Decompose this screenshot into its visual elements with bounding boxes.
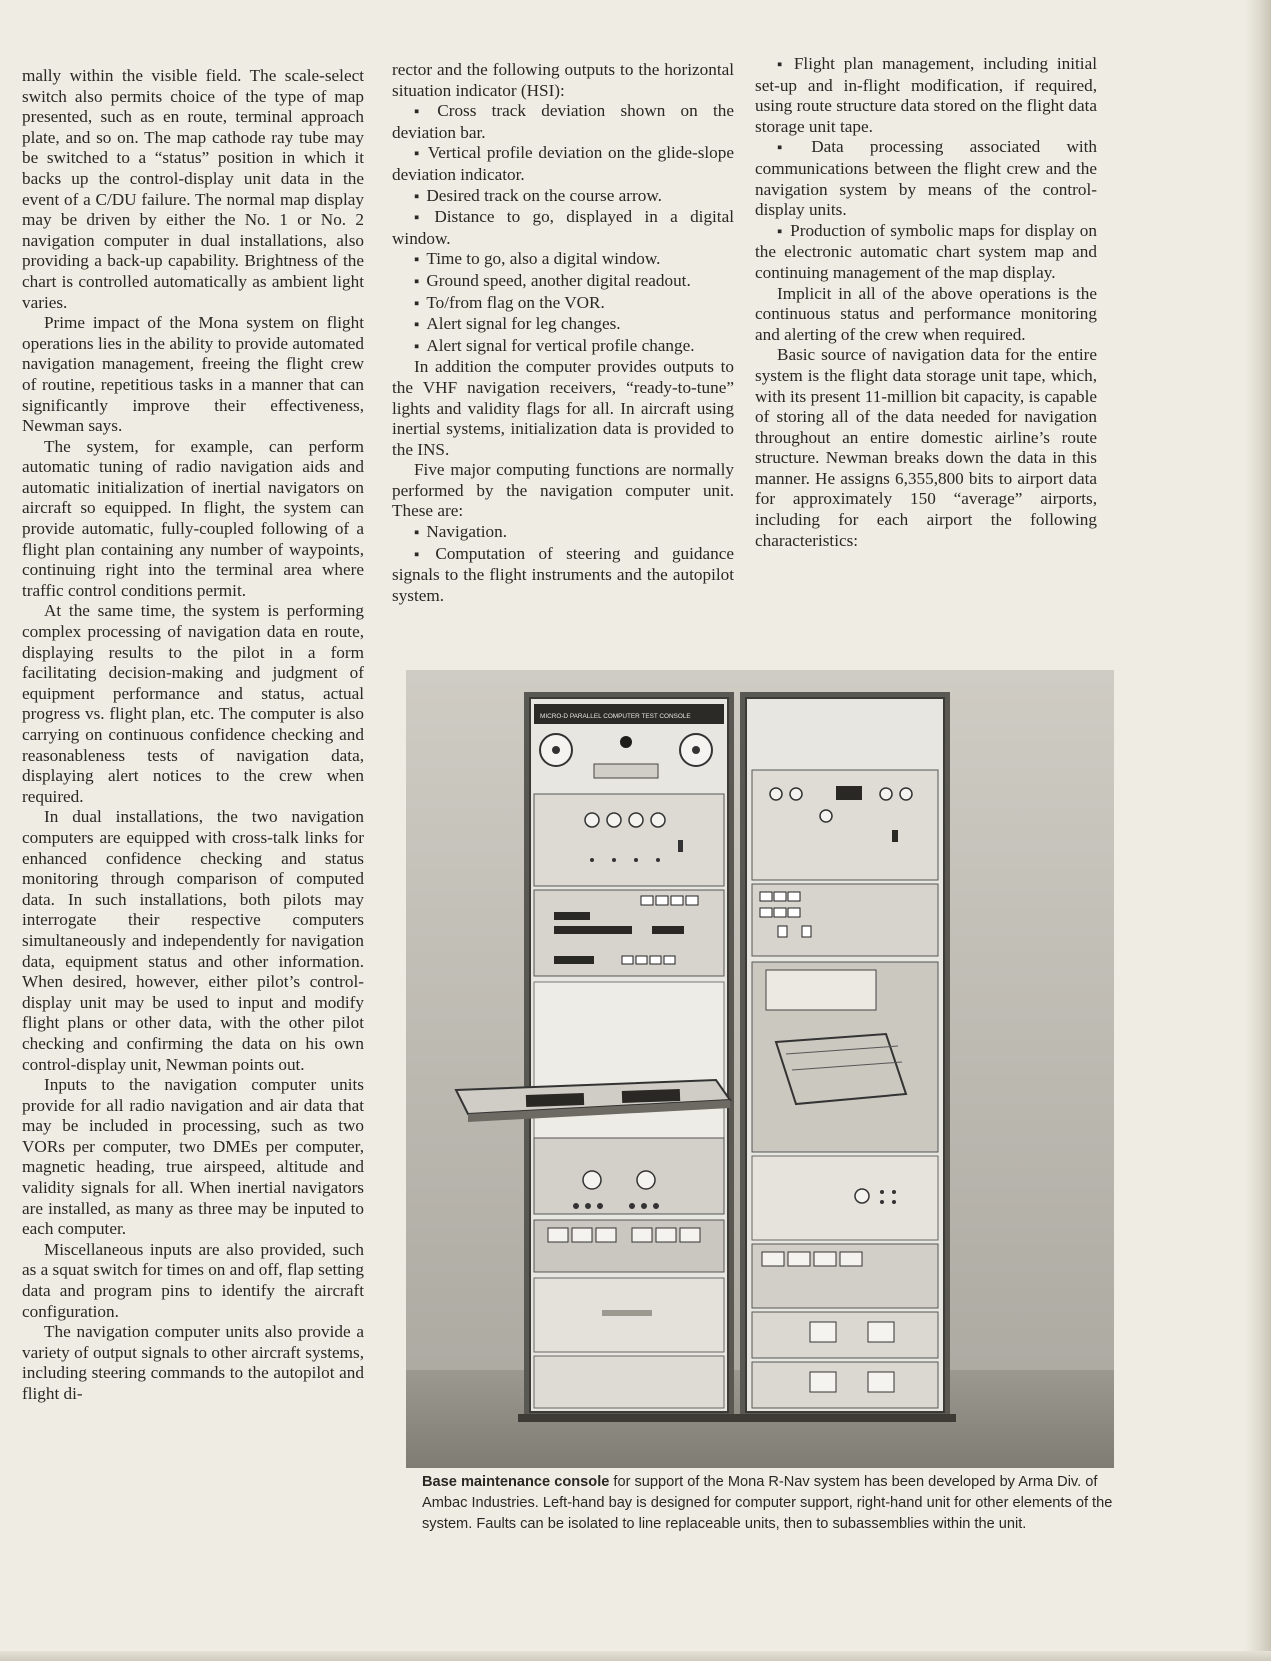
- text-column-2: [392, 60, 734, 606]
- paragraph: Inputs to the navigation computer units provide for all radio navigation and air data that may be included in processing, such as two VORs per computer, two DMEs per computer, magnetic heading, true airspeed, altitude and validity signals for all. When inertial navigators are installed, as many as three may be inputed to each computer.: [22, 1075, 364, 1239]
- bullet-item: ▪ Production of symbolic maps for display on the electronic automatic chart system map and continuing management of the map display.: [755, 221, 1097, 284]
- paragraph: Basic source of navigation data for the entire system is the flight data storage unit tape, which, with its present 11-million bit capacity, is capable of storing all of the data needed for navigation throughout an entire domestic airline’s route structure. Newman breaks down the data in this manner. He assigns 6,355,800 bits to airport data for approximately 150 “average” airports, including for each airport the following characteristics:: [755, 345, 1097, 550]
- bullet-item: ▪ Data processing associated with communications between the flight crew and the navigation system by means of the control-display units.: [755, 137, 1097, 220]
- bullet-item: ▪ Cross track deviation shown on the deviation bar.: [392, 101, 734, 143]
- caption-lead: Base maintenance console: [422, 1474, 610, 1490]
- paragraph: Implicit in all of the above operations is the continuous status and performance monitoring and alerting of the crew when required.: [755, 283, 1097, 344]
- paragraph: The system, for example, can perform automatic tuning of radio navigation aids and automatic initialization of inertial navigators on aircraft so equipped. In flight, the system can provide automatic, fully-coupled following of a flight plan containing any number of waypoints, continuing right into the terminal area where traffic control conditions permit.: [22, 436, 364, 600]
- bullet-item: ▪ Computation of steering and guidance signals to the flight instruments and the autopilot system.: [392, 544, 734, 607]
- bullet-item: ▪ Distance to go, displayed in a digital window.: [392, 207, 734, 249]
- paragraph: mally within the visible field. The scale-select switch also permits choice of the type of map presented, such as en route, terminal approach plate, and so on. The map cathode ray tube may be switched to a “status” position in which it backs up the control-display unit data in the event of a C/DU failure. The normal map display may be driven by either the No. 1 or No. 2 navigation computer in dual installations, also providing a back-up capability. Brightness of the chart is controlled automatically as ambient light varies.: [22, 66, 364, 312]
- bullet-item: ▪ Navigation.: [392, 522, 734, 544]
- paragraph: At the same time, the system is performing complex processing of navigation data en route, displaying results to the pilot in a form facilitating decision-making and judgment of equipment performance and status, actual progress vs. flight plan, etc. The computer is also carrying on continuous confidence checking and reasonableness tests of navigation data, displaying alert notices to the crew when required.: [22, 601, 364, 806]
- bullet-item: ▪ Flight plan management, including initial set-up and in-flight modification, if required, using route structure data stored on the flight data storage unit tape.: [755, 54, 1097, 137]
- bullet-item: ▪ Alert signal for vertical profile change.: [392, 336, 734, 358]
- text-column-3: [755, 54, 1097, 551]
- maintenance-console-photo: [406, 670, 1114, 1468]
- paragraph: rector and the following outputs to the horizontal situation indicator (HSI):: [392, 60, 734, 100]
- paragraph: Five major computing functions are normally performed by the navigation computer unit. These are:: [392, 460, 734, 521]
- bullet-item: ▪ Desired track on the course arrow.: [392, 186, 734, 208]
- bullet-item: ▪ Ground speed, another digital readout.: [392, 271, 734, 293]
- caption-text: for support of the Mona R-Nav system has been developed by Arma Div. of Ambac Industries. Left-hand bay is designed for computer support, right-hand unit for other elements of the system. Faults can be isolated to line replaceable units, then to subassemblies within the unit.: [422, 1474, 1113, 1532]
- page-bottom-edge: [0, 1651, 1271, 1661]
- bullet-item: ▪ Alert signal for leg changes.: [392, 314, 734, 336]
- bullet-item: ▪ To/from flag on the VOR.: [392, 293, 734, 315]
- console-label: MICRO-D PARALLEL COMPUTER TEST CONSOLE: [540, 713, 691, 720]
- photo-caption: [422, 1472, 1126, 1535]
- paragraph: Miscellaneous inputs are also provided, such as a squat switch for times on and off, flap setting data and program pins to identify the aircraft configuration.: [22, 1239, 364, 1321]
- paragraph: In dual installations, the two navigation computers are equipped with cross-talk links for enhanced confidence checking and status monitoring through comparison of computed data. In such installations, both pilots may interrogate their respective computers simultaneously and independently for navigation data, equipment status and other information. When desired, however, either pilot’s control-display unit may be used to input and modify flight plans or other data, with the other pilot checking and confirming the data on his own control-display unit, Newman points out.: [22, 807, 364, 1074]
- page-edge-shadow: [1245, 0, 1271, 1661]
- text-column-1: [22, 66, 364, 1405]
- bullet-item: ▪ Time to go, also a digital window.: [392, 249, 734, 271]
- bullet-item: ▪ Vertical profile deviation on the glide-slope deviation indicator.: [392, 143, 734, 185]
- paragraph: The navigation computer units also provide a variety of output signals to other aircraft systems, including steering commands to the autopilot and flight di-: [22, 1322, 364, 1403]
- right-equipment-bay: [740, 692, 950, 1418]
- paragraph: In addition the computer provides outputs to the VHF navigation receivers, “ready-to-tune” lights and validity flags for all. In aircraft using inertial systems, initialization data is provided to the INS.: [392, 357, 734, 459]
- paragraph: Prime impact of the Mona system on flight operations lies in the ability to provide automated navigation management, freeing the flight crew of routine, repetitious tasks in a manner that can significantly improve their effectiveness, Newman says.: [22, 313, 364, 436]
